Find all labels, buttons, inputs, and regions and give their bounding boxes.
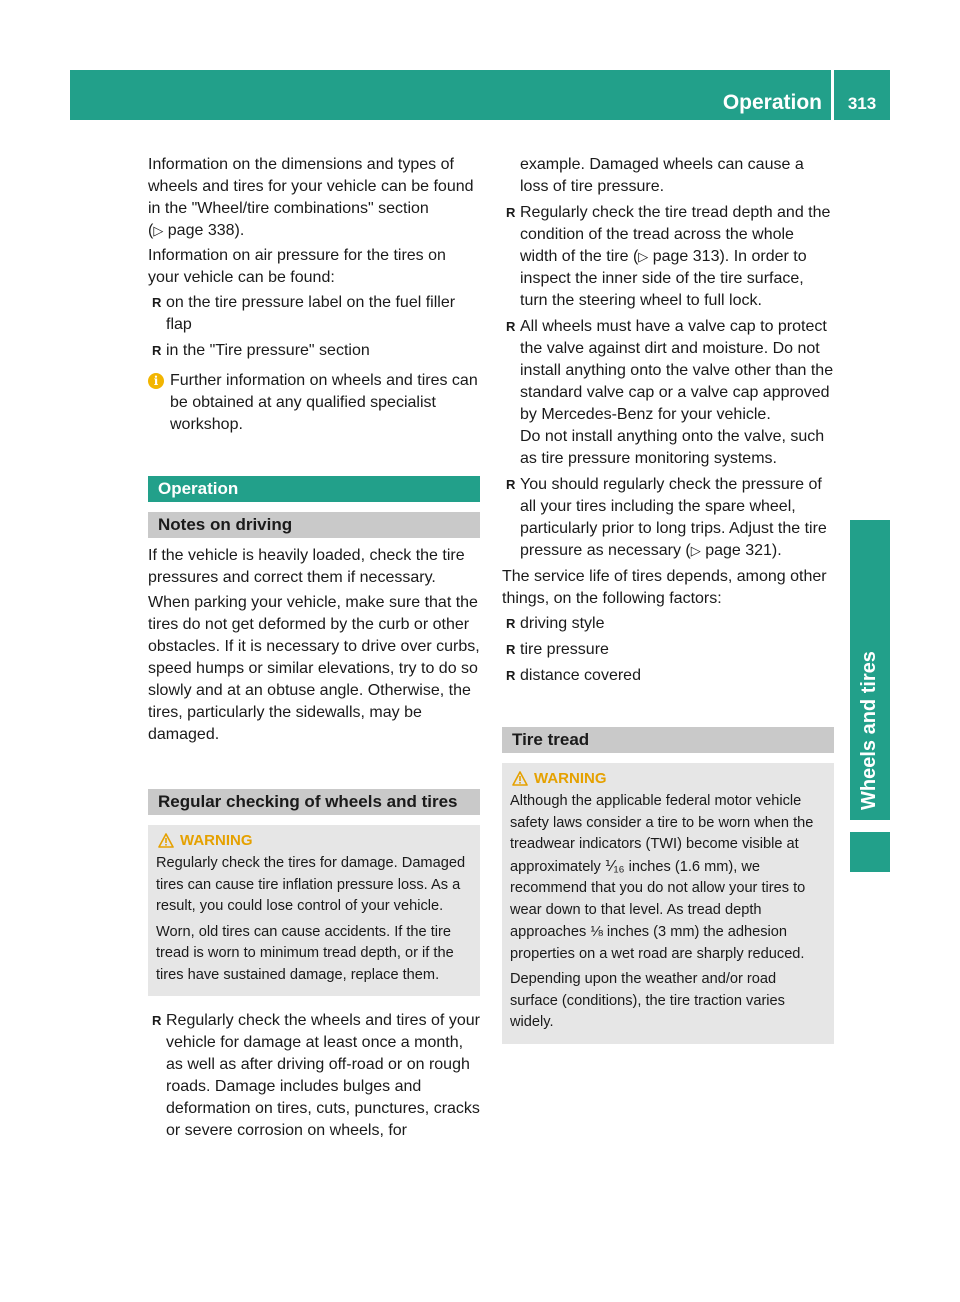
warning-box xyxy=(148,825,480,996)
fraction-one-sixteenth: ⅟₁₆ xyxy=(604,857,625,875)
list-item: R tire pressure xyxy=(502,639,834,661)
page-reference-link[interactable]: page 313). In order to inspect the inner side of the tire surface, turn the steering wheel to full lock. xyxy=(520,248,807,309)
warning-text: Depending upon the weather and/or road surface (conditions), the tire traction varies widely. xyxy=(510,971,785,1030)
bullet-icon: R xyxy=(152,343,162,358)
left-column xyxy=(148,154,480,1146)
notes-paragraph: When parking your vehicle, make sure that the tires do not get deformed by the curb or other obstacles. If it is necessary to drive over curbs, speed humps or similar elevations, try to do so slowly and at an obtuse angle. Otherwise, the tires, particularly the sidewalls, may be damaged. xyxy=(148,594,480,743)
chapter-marker xyxy=(850,832,890,872)
info-note: i Further information on wheels and tires can be obtained at any qualified specialist workshop. xyxy=(148,370,480,436)
bullet-icon: R xyxy=(152,1013,162,1028)
warning-heading: WARNING xyxy=(510,769,826,789)
subheading-regular-checking: Regular checking of wheels and tires xyxy=(148,789,480,815)
bullet-icon: R xyxy=(506,642,516,657)
ref-arrow-icon: ▷ xyxy=(153,223,164,238)
ref-arrow-icon: ▷ xyxy=(690,543,701,558)
bullet-icon: R xyxy=(506,205,516,220)
list-item: R on the tire pressure label on the fuel filler flap xyxy=(152,294,456,333)
ref-arrow-icon: ▷ xyxy=(638,249,649,264)
bullet-icon: R xyxy=(506,616,516,631)
list-item: R distance covered xyxy=(502,665,834,687)
list-item: R in the "Tire pressure" section xyxy=(148,340,480,362)
page-reference-link[interactable]: page 338). xyxy=(167,222,245,239)
subheading-tire-tread: Tire tread xyxy=(502,727,834,753)
intro-paragraph: Information on the dimensions and types of wheels and tires for your vehicle can be found in the "Wheel/tire combinations" section (▷ page 338). xyxy=(148,156,474,239)
right-column xyxy=(502,154,834,1044)
list-item: R Regularly check the tire tread depth and the condition of the tread across the whole width of the tire (▷ page 313). In order to inspect the inner side of the tire surface, turn the steering wheel to full lock. xyxy=(506,204,831,309)
list-item-continued: example. Damaged wheels can cause a loss of tire pressure. xyxy=(520,156,804,195)
chapter-label: Wheels and tires xyxy=(858,651,880,810)
notes-paragraph: If the vehicle is heavily loaded, check the tire pressures and correct them if necessary. xyxy=(148,547,465,586)
intro-paragraph-pressure: Information on air pressure for the tires on your vehicle can be found: xyxy=(148,247,446,286)
warning-triangle-icon xyxy=(158,833,174,848)
header-title: Operation xyxy=(722,91,822,114)
bullet-icon: R xyxy=(506,477,516,492)
list-item: R Regularly check the wheels and tires of your vehicle for damage at least once a month, as well as after driving off-road or on rough roads. Damage includes bulges and deformation on tires, cuts, punctures, cracks or severe corrosion on wheels, for xyxy=(152,1012,480,1139)
list-item: R You should regularly check the pressure of all your tires including the spare wheel, particularly prior to long trips. Adjust the tire pressure as necessary (▷ page 321). xyxy=(506,476,827,559)
bullet-icon: R xyxy=(152,295,162,310)
list-item: R All wheels must have a valve cap to protect the valve against dirt and moisture. Do not install anything onto the valve other than the standard valve cap or a valve cap approved by Mercedes-Benz for your vehicle. Do not install anything onto the valve, such as tire pressure monitoring systems. xyxy=(506,318,834,467)
subheading-notes-on-driving: Notes on driving xyxy=(148,512,480,538)
warning-triangle-icon xyxy=(512,771,528,786)
service-life-paragraph: The service life of tires depends, among other things, on the following factors: xyxy=(502,568,827,607)
warning-text: Although the applicable federal motor vehicle safety laws consider a tire to be worn when the treadwear indicators (TWI) become visible at approximately ⅟₁₆ inches (1.6 mm), we recommend that you do not allow your tires to wear down to that level. As tread depth approaches ⅛ inches (3 mm) the adhesion properties on a wet road are sharply reduced. xyxy=(510,793,814,962)
info-icon: i xyxy=(148,373,164,389)
chapter-side-tab xyxy=(850,520,890,820)
section-heading-operation: Operation xyxy=(148,476,480,502)
page-reference-link[interactable]: page 321). xyxy=(705,542,782,559)
fraction-one-eighth: ⅛ xyxy=(590,923,603,940)
page-header xyxy=(70,70,890,120)
warning-heading: WARNING xyxy=(156,831,472,851)
bullet-icon: R xyxy=(506,668,516,683)
bullet-icon: R xyxy=(506,319,516,334)
warning-text: Worn, old tires can cause accidents. If the tire tread is worn to minimum tread depth, or if the tires have sustained damage, replace them. xyxy=(156,923,454,983)
page-number: 313 xyxy=(847,94,877,113)
list-item: R driving style xyxy=(502,613,834,635)
warning-box xyxy=(502,763,834,1044)
warning-text: Regularly check the tires for damage. Damaged tires can cause tire inflation pressure loss. As a result, you could lose control of your vehicle. xyxy=(156,855,466,914)
